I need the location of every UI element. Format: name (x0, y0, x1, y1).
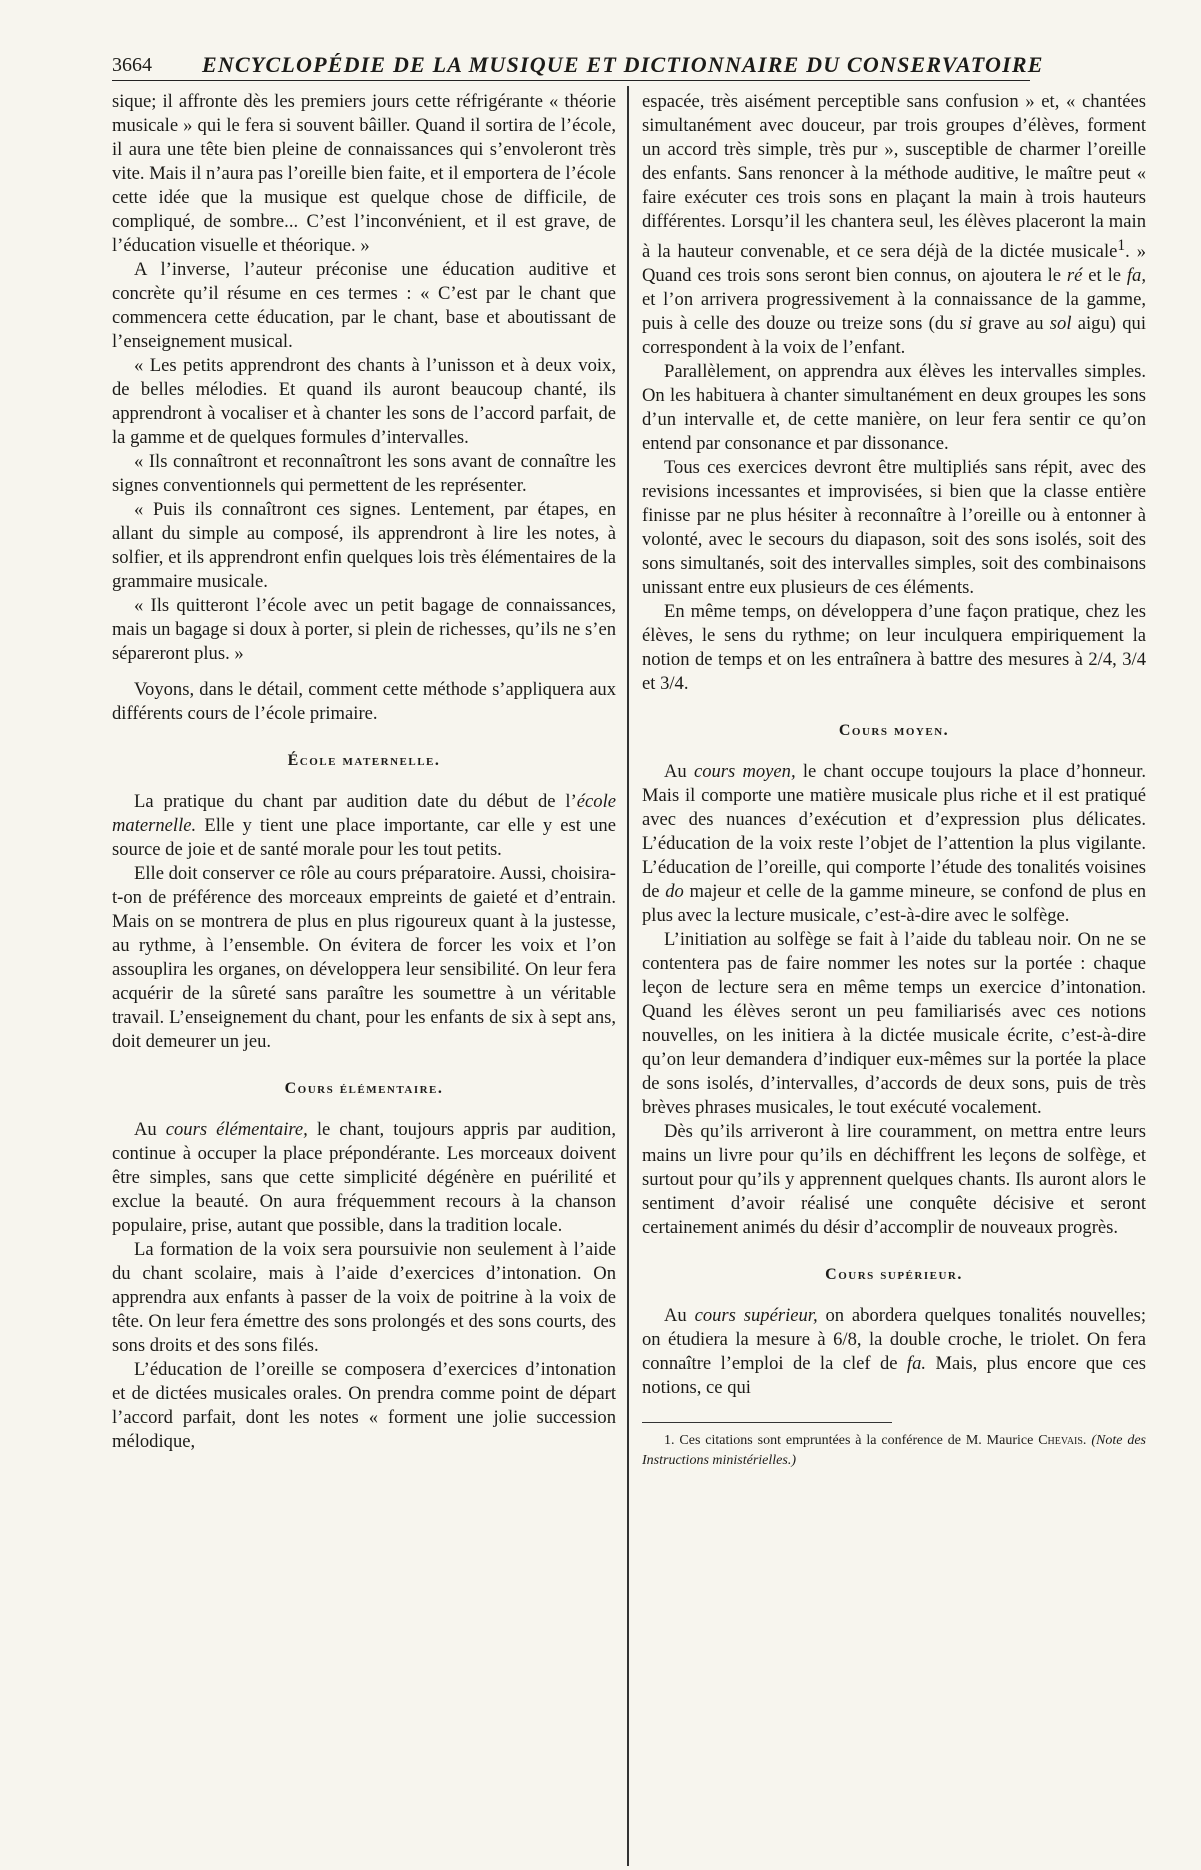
paragraph: Voyons, dans le détail, comment cette méthode s’appliquera aux différents cours de l’école primaire. (112, 679, 616, 724)
page-header (112, 50, 1044, 81)
page-number: 3664 (112, 54, 152, 76)
paragraph: La formation de la voix sera poursuivie non seulement à l’aide du chant scolaire, mais à l’aide d’exercices d’intonation. On apprendra aux enfants à passer de la voix de poitrine à la voix de tête. On leur fera émettre des sons prolongés et des sons courts, des sons droits et des sons filés. (112, 1239, 616, 1356)
paragraph: espacée, très aisément perceptible sans confusion » et, « chantées simultanément avec douceur, par trois groupes d’élèves, forment un accord très simple, très pur », susceptible de charmer l’oreille des enfants. Sans renoncer à la méthode auditive, le maître peut « faire exécuter ces trois sons en plaçant la main à trois hauteurs différentes. Lorsqu’il les chantera seul, les élèves placeront la main à la hauteur convenable, et ce sera déjà de la dictée musicale$^1$. » Quand ces trois sons seront bien connus, on ajoutera le ré et le fa, et l’on arrivera progressivement à la connaissance de la gamme, puis à celle des douze ou treize sons (du si grave au sol aigu) qui correspondent à la voix de l’enfant. (642, 91, 1146, 359)
paragraph: En même temps, on développera d’une façon pratique, chez les élèves, le sens du rythme; on leur inculquera empiriquement la notion de temps et on les entraînera à battre des mesures à 2/4, 3/4 et 3/4. (642, 601, 1146, 695)
section-heading-cours-moyen: Cours moyen. (838, 722, 950, 740)
paragraph: Au cours moyen, le chant occupe toujours la place d’honneur. Mais il comporte une matière musicale plus riche et il est pratiqué avec des nuances d’exécution et d’expression plus délicates. L’éducation de la voix reste l’objet de l’attention la plus vigilante. L’éducation de l’oreille, qui comporte l’étude des tonalités voisines de do majeur et celle de la gamme mineure, se confond de plus en plus avec la lecture musicale, c’est-à-dire avec le solfège. (642, 761, 1147, 927)
paragraph: « Les petits apprendront des chants à l’unisson et à deux voix, de belles mélodies. Et quand ils auront beaucoup chanté, ils apprendront à vocaliser et à chanter les sons de l’accord parfait, de la gamme et de quelques formules d’intervalles. (112, 355, 616, 448)
left-column (112, 90, 616, 1454)
paragraph: Au cours élémentaire, le chant, toujours appris par audition, continue à occuper la place prépondérante. Les morceaux doivent être simples, sans que cette simplicité dégénère en puérilité et exclue la beauté. On aura fréquemment recours à la chanson populaire, prise, autant que possible, dans la tradition locale. (112, 1119, 616, 1236)
footnote: 1. Ces citations sont empruntées à la conférence de M. Maurice Chevais. (Note des Instructions ministérielles.) (642, 1433, 1147, 1469)
paragraph: A l’inverse, l’auteur préconise une éducation auditive et concrète qu’il résume en ces termes : « C’est par le chant que commencera cette éducation, par le chant, base et aboutissant de l’enseignement musical. (112, 259, 616, 352)
running-title: ENCYCLOPÉDIE DE LA MUSIQUE ET DICTIONNAIRE DU CONSERVATOIRE (202, 52, 1044, 77)
paragraph: Parallèlement, on apprendra aux élèves les intervalles simples. On les habituera à chanter simultanément en deux groupes les sons d’un intervalle et, de cette manière, on leur fera sentir ce qu’on entend par consonance et par dissonance. (642, 361, 1146, 455)
section-heading-cours-superieur: Cours supérieur. (825, 1266, 963, 1284)
paragraph: Elle doit conserver ce rôle au cours préparatoire. Aussi, choisira-t-on de préférence des morceaux empreints de gaieté et d’entrain. Mais on se montrera de plus en plus rigoureux quant à la justesse, au rythme, à l’ensemble. On évitera de forcer les voix et l’on assouplira les organes, on développera leur sensibilité. On leur fera acquérir de la sûreté sans paraître les soumettre à un véritable travail. L’enseignement du chant, pour les enfants de six à sept ans, doit demeurer un jeu. (112, 863, 616, 1052)
column-divider (627, 86, 629, 1866)
section-heading-cours-elementaire: Cours élémentaire. (284, 1080, 444, 1097)
section-heading-ecole-maternelle: École maternelle. (287, 752, 441, 769)
footnote-rule (642, 1422, 892, 1423)
footnote-ref: 1 (1117, 237, 1126, 254)
paragraph: sique; il affronte dès les premiers jours cette réfrigérante « théorie musicale » qui le fera si souvent bâiller. Quand il sortira de l’école, il aura une tête bien pleine de connaissances qui s’envoleront très vite. Mais il n’aura pas l’oreille bien faite, et il emportera de l’école cette idée que la musique est quelque chose de difficile, de compliqué, de sombre... C’est l’inconvénient, et il est grave, de l’éducation visuelle et théorique. » (112, 91, 616, 256)
paragraph: L’éducation de l’oreille se composera d’exercices d’intonation et de dictées musicales orales. On prendra comme point de départ l’accord parfait, dont les notes « forment une jolie succession mélodique, (112, 1359, 616, 1452)
paragraph: « Puis ils connaîtront ces signes. Lentement, par étapes, en allant du simple au composé, ils apprendront à lire les notes, à solfier, et ils apprendront enfin quelques lois très élémentaires de la grammaire musicale. (112, 499, 616, 592)
paragraph: Dès qu’ils arriveront à lire couramment, on mettra entre leurs mains un livre pour qu’ils en déchiffrent les leçons de solfège, et surtout pour qu’ils y apprennent quelques chants. Ils auront alors le sentiment d’avoir réalisé une conquête décisive et seront certainement animés du désir d’accomplir de nouveaux progrès. (642, 1121, 1146, 1239)
paragraph: « Ils quitteront l’école avec un petit bagage de connaissances, mais un bagage si doux à porter, si plein de richesses, qu’ils ne s’en sépareront plus. » (112, 595, 616, 664)
right-column (642, 90, 1146, 1471)
paragraph: Au cours supérieur, on abordera quelques tonalités nouvelles; on étudiera la mesure à 6/8, la double croche, le triolet. On fera connaître l’emploi de la clef de fa. Mais, plus encore que ces notions, ce qui (642, 1305, 1147, 1399)
paragraph: L’initiation au solfège se fait à l’aide du tableau noir. On ne se contentera pas de faire nommer les notes sur la portée : chaque leçon de lecture sera en même temps un exercice d’intonation. Quand les élèves seront un peu familiarisés avec ces notions nouvelles, on les initiera à la dictée musicale écrite, c’est-à-dire qu’on leur demandera d’indiquer eux-mêmes sur la portée la place de sons isolés, d’intervalles, d’accords de deux sons, puis de très brèves phrases musicales, le tout exécuté vocalement. (642, 929, 1146, 1119)
paragraph: « Ils connaîtront et reconnaîtront les sons avant de connaître les signes conventionnels qui permettent de les représenter. (112, 451, 616, 496)
paragraph: Tous ces exercices devront être multipliés sans répit, avec des revisions incessantes et improvisées, si bien que la classe entière finisse par ne plus hésiter à reconnaître à l’oreille ou à entonner à volonté, avec le secours du diapason, soit des sons isolés, soit des sons simultanés, soit des intervalles simples, soit des combinaisons unissant entre eux plusieurs de ces éléments. (642, 457, 1146, 599)
paragraph: La pratique du chant par audition date du début de l’école maternelle. Elle y tient une place importante, car elle y est une source de joie et de santé morale pour les tout petits. (112, 791, 616, 860)
